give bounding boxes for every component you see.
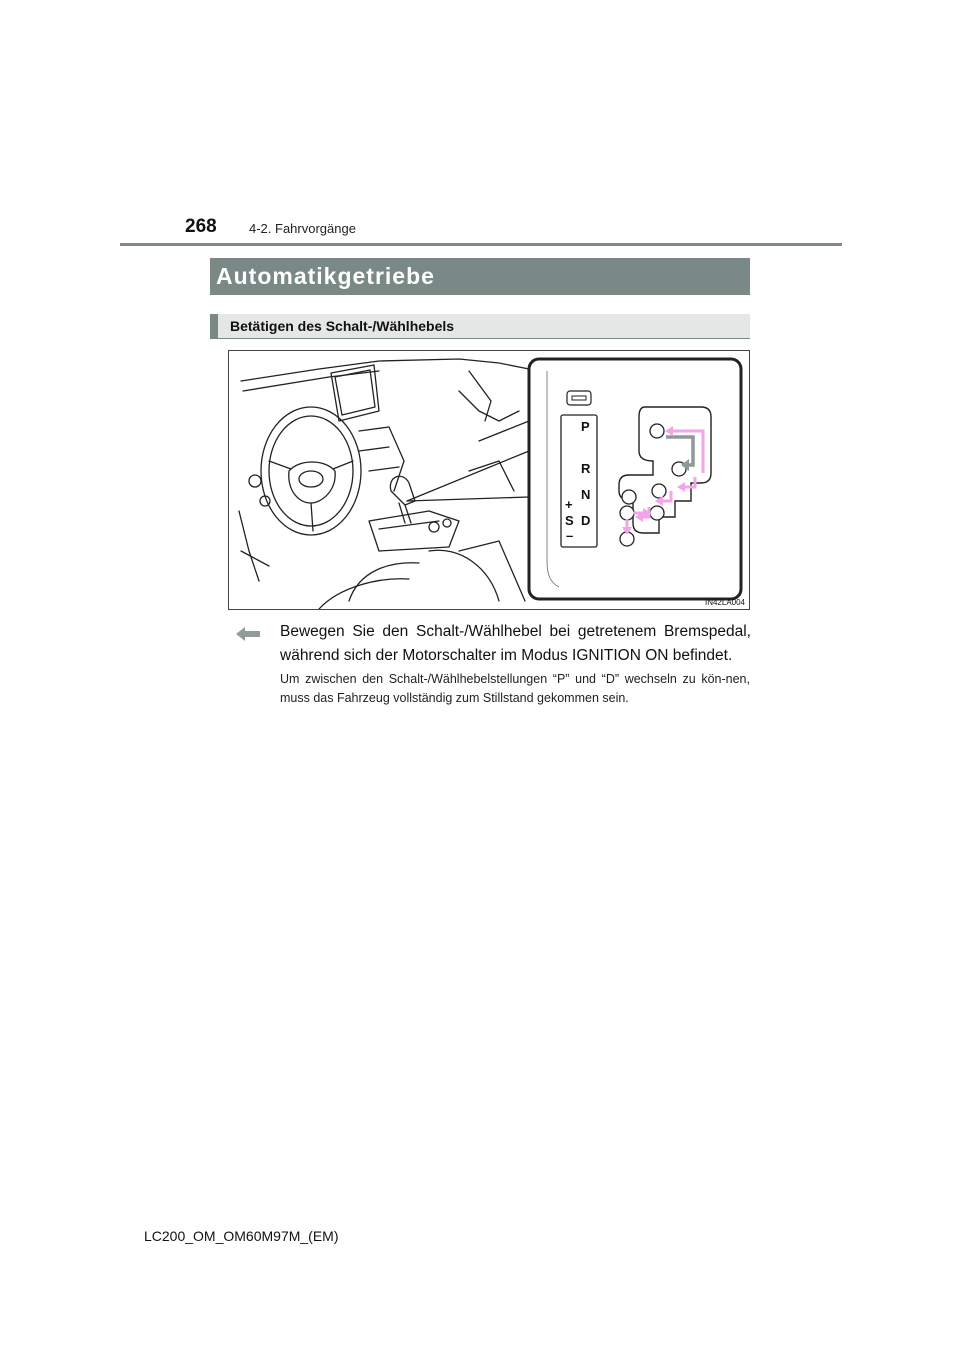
figure-code: IN42LA004 xyxy=(704,598,745,607)
step-arrow-icon xyxy=(236,626,260,642)
gate-position-s-upper xyxy=(622,490,636,504)
illustration-drawing xyxy=(229,351,749,609)
page-title: Automatikgetriebe xyxy=(210,258,750,295)
gate-label-r: R xyxy=(581,461,591,476)
step-text: Bewegen Sie den Schalt-/Wählhebel bei getretenem Bremspedal, während sich der Motorschalter im Modus IGNITION ON befindet. xyxy=(280,623,751,664)
section-breadcrumb: 4-2. Fahrvorgänge xyxy=(249,221,356,236)
subsection-heading: Betätigen des Schalt-/Wählhebels xyxy=(210,314,750,338)
gate-position-s xyxy=(620,506,634,520)
gate-position-d xyxy=(650,506,664,520)
document-footer: LC200_OM_OM60M97M_(EM) xyxy=(144,1228,339,1244)
gate-label-p: P xyxy=(581,419,590,434)
page-number: 268 xyxy=(185,216,217,237)
gate-position-p xyxy=(650,424,664,438)
gate-position-n xyxy=(652,484,666,498)
gate-label-plus: + xyxy=(565,497,573,512)
gate-label-n: N xyxy=(581,487,591,502)
header-divider xyxy=(120,243,842,246)
gate-label-s: S xyxy=(565,513,574,528)
gate-label-d: D xyxy=(581,513,591,528)
shift-lever-illustration xyxy=(228,350,750,610)
subsection-divider xyxy=(210,338,750,339)
gate-label-minus: – xyxy=(566,528,574,543)
note-text: Um zwischen den Schalt-/Wählhebelstellungen “P” und “D” wechseln zu kön-nen, muss das Fahrzeug vollständig zum Stillstand gekommen sein. xyxy=(280,672,750,705)
